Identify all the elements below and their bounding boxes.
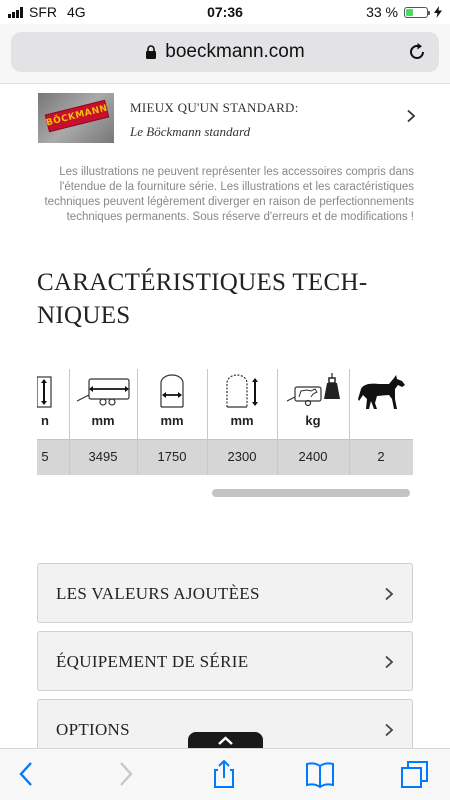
boeckmann-logo (38, 93, 114, 143)
forward-button[interactable] (110, 759, 140, 789)
accordion-label: OPTIONS (56, 720, 130, 739)
lock-icon (145, 45, 157, 59)
spec-value: 5 (41, 449, 49, 464)
trailer-length-icon (69, 369, 137, 411)
section-title-line1: CARACTÉRISTIQUES TECH- (37, 269, 368, 296)
accordion-valeurs-ajoutees[interactable] (37, 563, 413, 623)
chevron-up-icon (188, 732, 263, 748)
accordion-equipement-de-serie[interactable] (37, 631, 413, 691)
spec-col-interior-height (207, 369, 277, 475)
spec-col-height (37, 369, 69, 475)
status-right (366, 4, 442, 20)
back-button[interactable] (12, 759, 42, 789)
spec-unit: mm (91, 413, 115, 428)
spec-col-weight (277, 369, 349, 475)
towing-weight-icon (277, 369, 349, 411)
promo-subtitle: Le Böckmann standard (130, 124, 251, 139)
height-icon (37, 369, 69, 411)
logo-badge (45, 100, 110, 132)
browser-url-area (0, 24, 450, 84)
chevron-right-icon (384, 723, 394, 737)
chevron-right-icon (384, 655, 394, 669)
accordion-label: ÉQUIPEMENT DE SÉRIE (56, 652, 249, 671)
tabs-button[interactable] (400, 759, 430, 789)
bookmarks-button[interactable] (305, 759, 335, 789)
scroll-to-top-button[interactable] (188, 732, 263, 748)
spec-value: 2 (377, 449, 385, 464)
spec-unit: mm (230, 413, 254, 428)
spec-col-width (137, 369, 207, 475)
charging-icon (434, 6, 442, 18)
horizontal-scrollbar[interactable] (212, 489, 410, 497)
section-title (37, 266, 417, 332)
section-title-line2: NIQUES (37, 302, 131, 329)
spec-col-horses (349, 369, 413, 475)
status-bar (0, 0, 450, 24)
chevron-right-icon (406, 109, 416, 123)
browser-toolbar (0, 748, 450, 800)
spec-unit: mm (160, 413, 184, 428)
spec-unit: n (41, 413, 49, 428)
spec-value: 3495 (88, 449, 118, 464)
accordion-label: LES VALEURS AJOUTÈES (56, 584, 260, 603)
battery-level (406, 9, 413, 16)
reload-icon[interactable] (407, 42, 427, 62)
status-time: 07:36 (207, 4, 243, 20)
carrier-label: SFR (29, 4, 57, 20)
promo-title: MIEUX QU'UN STANDARD: (130, 100, 299, 115)
battery-icon (404, 7, 428, 18)
promo-banner[interactable] (38, 93, 418, 145)
interior-width-icon (137, 369, 207, 411)
spec-table[interactable] (37, 369, 413, 475)
address-bar[interactable] (11, 32, 439, 72)
horse-icon (349, 369, 413, 411)
spec-value: 1750 (157, 449, 187, 464)
battery-percent: 33 % (366, 4, 398, 20)
chevron-right-icon (384, 587, 394, 601)
disclaimer-text: Les illustrations ne peuvent représenter les accessoires compris dans l'étendue de la fourniture série. Les illustrations et les caractéristiques techniques peuvent légèrement diverger en raison de perfectionnements techniques permanents. Sous réserve d'erreurs et de modifications ! (44, 166, 414, 223)
spec-value: 2400 (298, 449, 328, 464)
interior-height-icon (207, 369, 277, 411)
share-button[interactable] (209, 759, 239, 789)
url-text: boeckmann.com (165, 41, 305, 62)
network-label: 4G (67, 4, 86, 20)
spec-col-length (69, 369, 137, 475)
logo-text: BÖCKMANN (45, 103, 109, 129)
address-content (11, 32, 439, 72)
spec-unit: kg (305, 413, 321, 428)
spec-value: 2300 (227, 449, 257, 464)
